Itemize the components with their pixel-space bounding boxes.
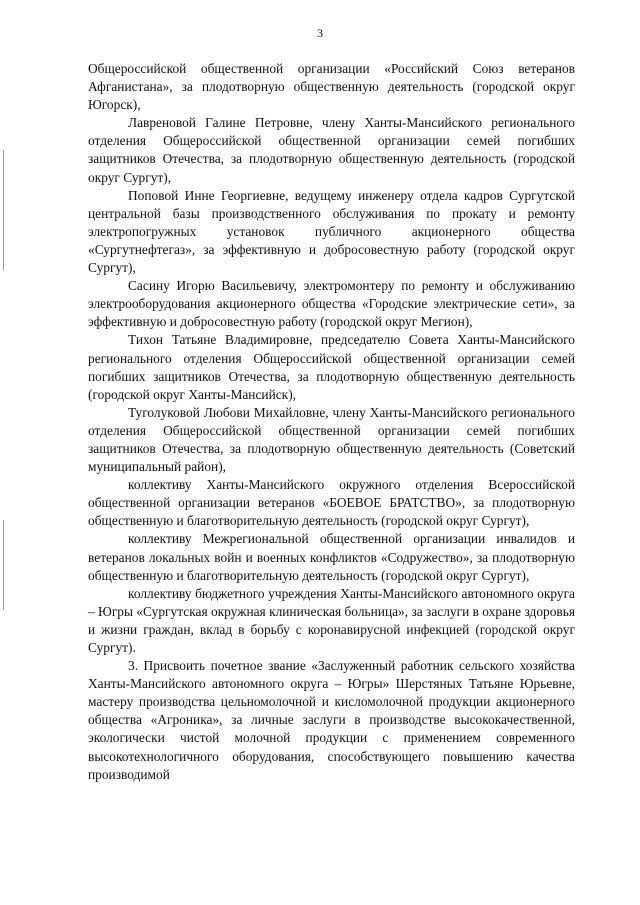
paragraph-continuation: Общероссийской общественной организации «Российский Союз ветеранов Афганистана», за плодотворную общественную деятельность (городской округ Югорск), bbox=[88, 61, 575, 113]
paragraph: коллективу Межрегиональной общественной организации инвалидов и ветеранов локальных войн и военных конфликтов «Содружество», за плодотворную общественную и благотворительную деятельность (городской округ Сургут), bbox=[88, 531, 575, 583]
paragraph: Лавреновой Галине Петровне, члену Ханты-Мансийского регионального отделения Общероссийской общественной организации семей погибших защитников Отечества, за плодотворную общественную деятельность (городской округ Сургут), bbox=[88, 115, 575, 185]
paragraph: 3. Присвоить почетное звание «Заслуженный работник сельского хозяйства Ханты-Мансийского автономного округа – Югры» Шерстяных Татьяне Юрьевне, мастеру производства цельномолочной и кисломолочной продукции акционерного общества «Агроника», за личные заслуги в производстве высококачественной, экологически чистой молочной продукции с применением современного высокотехнологичного оборудования, способствующего повышению качества производимой bbox=[88, 658, 575, 782]
scan-edge-mark bbox=[3, 520, 4, 610]
paragraph: Поповой Инне Георгиевне, ведущему инженеру отдела кадров Сургутской центральной базы производственного обслуживания по прокату и ремонту электропогружных установок публичного акционерного общества «Сургутнефтегаз», за эффективную и добросовестную работу (городской округ Сургут), bbox=[88, 187, 575, 276]
page-number: 3 bbox=[317, 26, 323, 40]
paragraph: коллективу бюджетного учреждения Ханты-Мансийского автономного округа – Югры «Сургутская окружная клиническая больница», за заслуги в охране здоровья и жизни граждан, вклад в борьбу с коронавирусной инфекцией (городской округ Сургут). bbox=[88, 585, 575, 655]
document-body bbox=[88, 60, 575, 784]
paragraph: Сасину Игорю Васильевичу, электромонтеру по ремонту и обслуживанию электрооборудования акционерного общества «Городские электрические сети», за эффективную и добросовестную работу (городской округ Мегион), bbox=[88, 278, 575, 330]
paragraph: Тихон Татьяне Владимировне, председателю Совета Ханты-Мансийского регионального отделения Общероссийской общественной организации семей погибших защитников Отечества, за плодотворную общественную деятельность (городской округ Ханты-Мансийск), bbox=[88, 332, 575, 402]
paragraph: Туголуковой Любови Михайловне, члену Ханты-Мансийского регионального отделения Общероссийской общественной организации семей погибших защитников Отечества, за плодотворную общественную деятельность (Советский муниципальный район), bbox=[88, 404, 575, 475]
scan-edge-mark bbox=[3, 150, 4, 270]
paragraph: коллективу Ханты-Мансийского окружного отделения Всероссийской общественной организации ветеранов «БОЕВОЕ БРАТСТВО», за плодотворную общественную и благотворительную деятельность (городской округ Сургут), bbox=[88, 477, 575, 529]
